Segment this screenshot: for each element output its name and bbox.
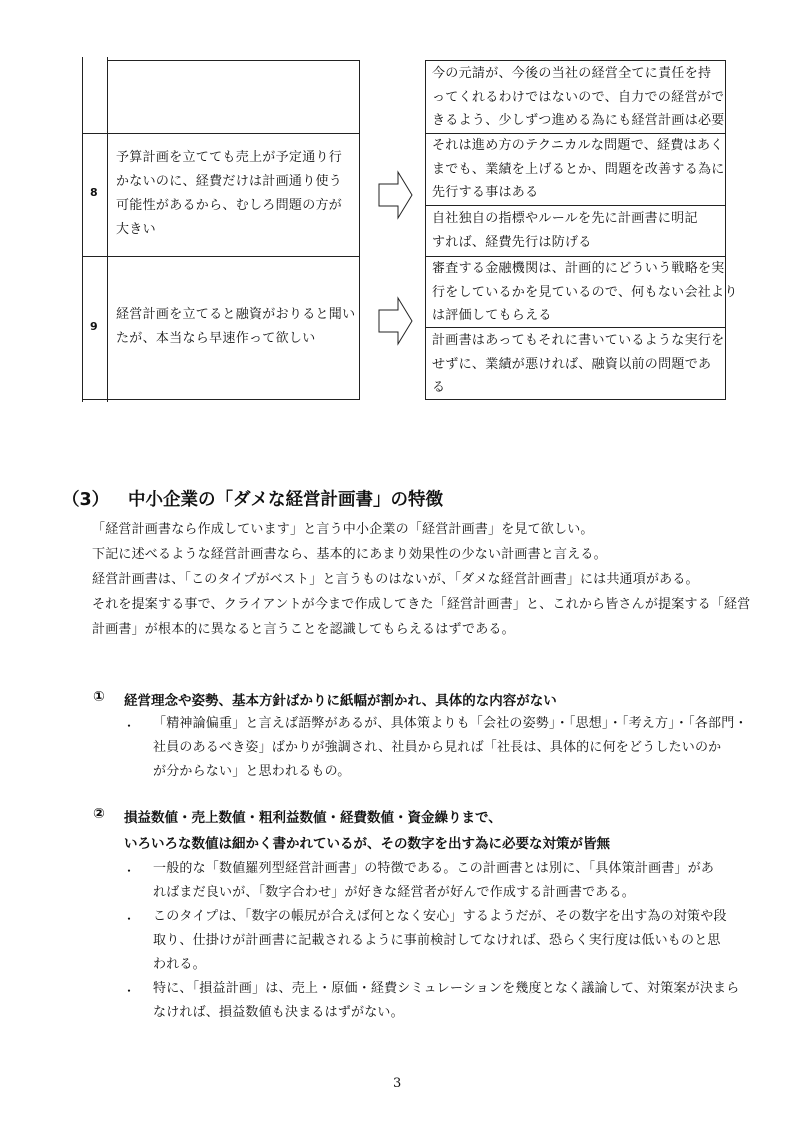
bullet-mark: ・ — [123, 912, 136, 926]
problem-line: 経営計画を立てると融資がおりると聞い — [116, 307, 356, 322]
table-row-line — [82, 133, 360, 134]
bullet-line: 特に、「損益計画」は、売上・原価・経費シミュレーションを幾度となく議論して、対策案が決まら — [153, 981, 740, 996]
answer-line: る — [432, 380, 446, 395]
bullet-line: 取り、仕掛けが計画書に記載されるように事前検討してなければ、恐らく実行度は低いものと思 — [153, 933, 721, 948]
problem-line: 大きい — [116, 222, 156, 237]
intro-line: 計画書」が根本的に異なると言うことを認識してもらえるはずである。 — [92, 622, 515, 637]
answer-line: 行をしているかを見ているので、何もない会社より — [432, 285, 738, 300]
bullet-mark: ・ — [123, 864, 136, 878]
bullet-line: 社員のあるべき姿」ばかりが強調され、社員から見れば「社長は、具体的に何をどうしたいのか — [153, 740, 722, 755]
answer-box-line — [425, 327, 726, 328]
item-title: 経営理念や姿勢、基本方針ばかりに紙幅が割かれ、具体的な内容がない — [124, 693, 557, 709]
answer-box-line — [425, 256, 726, 257]
answer-line: までも、業績を上げるとか、問題を改善する為に — [432, 162, 725, 177]
bullet-line: なければ、損益数値も決まるはずがない。 — [153, 1005, 404, 1020]
bullet-line: 一般的な「数値羅列型経営計画書」の特徴である。この計画書とは別に、「具体策計画書」があ — [153, 861, 715, 876]
item-title: 損益数値・売上数値・粗利益数値・経費数値・資金繰りまで、 — [124, 810, 502, 826]
answer-line: は評価してもらえる — [432, 308, 552, 323]
bullet-line: が分からない」と思われるもの。 — [153, 764, 351, 779]
answer-line: ってくれるわけではないので、自力での経営がで — [432, 90, 725, 105]
right-arrow-icon — [378, 296, 414, 346]
answer-line: 先行する事はある — [432, 185, 539, 200]
section-title: 中小企業の「ダメな経営計画書」の特徴 — [128, 490, 443, 510]
intro-line: 下記に述べるような経営計画書なら、基本的にあまり効果性の少ない計画書と言える。 — [92, 547, 607, 562]
bullet-line: このタイプは、「数字の帳尻が合えば何となく安心」するようだが、その数字を出す為の対策や段 — [153, 909, 727, 924]
answer-box-left-edge — [425, 60, 426, 400]
answer-line: 計画書はあってもそれに書いているような実行を — [432, 333, 725, 348]
answer-line: 審査する金融機関は、計画的にどういう戦略を実 — [432, 261, 725, 276]
row-number: 9 — [90, 320, 98, 333]
answer-line: 今の元請が、今後の当社の経営全てに責任を持 — [432, 66, 712, 81]
intro-line: 経営計画書は、「このタイプがベスト」と言うものはないが、「ダメな経営計画書」には共通項がある。 — [92, 572, 699, 587]
section-number: （3） — [62, 490, 110, 510]
item-number: ① — [93, 689, 105, 705]
answer-line: 自社独自の指標やルールを先に計画書に明記 — [432, 211, 698, 226]
item-number: ② — [93, 806, 105, 822]
problem-line: かないのに、経費だけは計画通り使う — [116, 174, 343, 189]
bullet-mark: ・ — [123, 719, 136, 733]
answer-line: すれば、経費先行は防げる — [432, 235, 592, 250]
item-title: いろいろな数値は細かく書かれているが、その数字を出す為に必要な対策が皆無 — [124, 836, 610, 852]
page-number: 3 — [393, 1076, 402, 1091]
answer-line: せずに、業績が悪ければ、融資以前の問題であ — [432, 357, 712, 372]
table-row-line — [82, 399, 360, 400]
answer-box-line — [425, 399, 726, 400]
answer-line: きるよう、少しずつ進める為にも経営計画は必要 — [432, 113, 725, 128]
answer-box-right-edge — [725, 60, 726, 400]
problem-line: 可能性があるから、むしろ問題の方が — [116, 198, 343, 213]
problem-line: 予算計画を立てても売上が予定通り行 — [116, 150, 343, 165]
bullet-line: ればまだ良いが、「数字合わせ」が好きな経営者が好んで作成する計画書である。 — [153, 885, 635, 900]
answer-line: それは進め方のテクニカルな問題で、経費はあく — [432, 138, 724, 153]
table-left-edge — [82, 57, 83, 402]
answer-box-line — [425, 205, 726, 206]
row-number: 8 — [90, 186, 98, 199]
answer-box-line — [425, 133, 726, 134]
bullet-line: 「精神論偏重」と言えば語弊があるが、具体策よりも「会社の姿勢」・「思想」・「考え方」・「各部門・ — [153, 716, 748, 731]
table-problem-column-edge — [359, 60, 360, 400]
intro-line: それを提案する事で、クライアントが今まで作成してきた「経営計画書」と、これから皆さんが提案する「経営 — [92, 597, 751, 612]
right-arrow-icon — [378, 170, 414, 220]
intro-line: 「経営計画書なら作成しています」と言う中小企業の「経営計画書」を見て欲しい。 — [92, 522, 594, 537]
problem-line: たが、本当なら早速作って欲しい — [116, 331, 316, 346]
bullet-line: われる。 — [153, 957, 206, 972]
answer-box-line — [425, 60, 726, 61]
table-row-line — [107, 60, 360, 61]
table-number-column-edge — [107, 57, 108, 402]
table-row-line — [82, 256, 360, 257]
bullet-mark: ・ — [123, 984, 136, 998]
